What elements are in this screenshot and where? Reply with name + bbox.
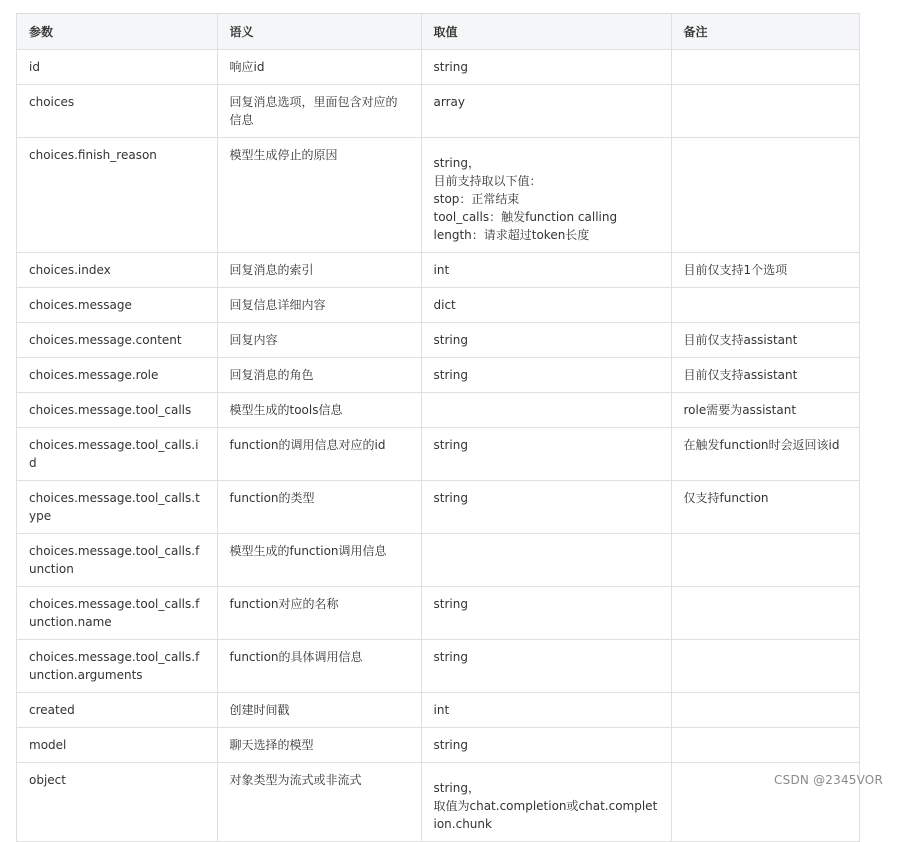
cell-meaning: 回复信息详细内容 — [217, 288, 421, 323]
cell-meaning: function对应的名称 — [217, 587, 421, 640]
table-row — [17, 693, 859, 728]
cell-value: int — [421, 693, 671, 728]
cell-param: choices.message.tool_calls.type — [17, 481, 217, 534]
table-row — [17, 481, 859, 534]
table-row — [17, 728, 859, 763]
header-param: 参数 — [17, 14, 217, 50]
header-meaning: 语义 — [217, 14, 421, 50]
cell-param: model — [17, 728, 217, 763]
cell-value-line: length：请求超过token长度 — [433, 228, 590, 242]
cell-note — [671, 50, 859, 85]
table-row — [17, 358, 859, 393]
cell-value — [421, 393, 671, 428]
cell-value: string — [421, 50, 671, 85]
cell-param: choices — [17, 85, 217, 138]
cell-value: array — [421, 85, 671, 138]
cell-param: id — [17, 50, 217, 85]
cell-value: int — [421, 253, 671, 288]
cell-value: dict — [421, 288, 671, 323]
table-row — [17, 323, 859, 358]
cell-value-line: string， — [433, 156, 480, 170]
cell-param: choices.message.role — [17, 358, 217, 393]
table-row — [17, 253, 859, 288]
cell-value — [421, 534, 671, 587]
table-row — [17, 50, 859, 85]
cell-meaning: 对象类型为流式或非流式 — [217, 763, 421, 842]
cell-note — [671, 587, 859, 640]
cell-note — [671, 138, 859, 253]
cell-note: 目前仅支持assistant — [671, 358, 859, 393]
cell-param: choices.message.tool_calls.function.name — [17, 587, 217, 640]
cell-meaning: 创建时间戳 — [217, 693, 421, 728]
cell-note: 仅支持function — [671, 481, 859, 534]
cell-note: 在触发function时会返回该id — [671, 428, 859, 481]
cell-value: string — [421, 728, 671, 763]
cell-meaning: 回复消息的角色 — [217, 358, 421, 393]
cell-meaning: 回复消息的索引 — [217, 253, 421, 288]
cell-value-line: 取值为chat.completion或chat.completion.chunk — [433, 799, 658, 831]
cell-note: role需要为assistant — [671, 393, 859, 428]
table-row — [17, 138, 859, 253]
table-row — [17, 393, 859, 428]
cell-note — [671, 640, 859, 693]
cell-note — [671, 288, 859, 323]
cell-note — [671, 693, 859, 728]
cell-value-line: 目前支持取以下值： — [433, 174, 542, 188]
cell-note: 目前仅支持assistant — [671, 323, 859, 358]
cell-value-line: stop：正常结束 — [433, 192, 520, 206]
cell-meaning: 回复内容 — [217, 323, 421, 358]
header-note: 备注 — [671, 14, 859, 50]
cell-param: choices.message.content — [17, 323, 217, 358]
header-value: 取值 — [421, 14, 671, 50]
cell-value: string — [421, 587, 671, 640]
cell-meaning: 模型生成的tools信息 — [217, 393, 421, 428]
cell-param: object — [17, 763, 217, 842]
cell-note — [671, 728, 859, 763]
table-row — [17, 428, 859, 481]
table-row — [17, 640, 859, 693]
table-body — [17, 50, 859, 842]
cell-value — [421, 138, 671, 253]
cell-meaning: function的调用信息对应的id — [217, 428, 421, 481]
cell-value: string — [421, 358, 671, 393]
cell-meaning: 模型生成停止的原因 — [217, 138, 421, 253]
cell-meaning: 回复消息选项，里面包含对应的信息 — [217, 85, 421, 138]
cell-meaning: 模型生成的function调用信息 — [217, 534, 421, 587]
cell-param: choices.message.tool_calls — [17, 393, 217, 428]
cell-param: created — [17, 693, 217, 728]
cell-value: string — [421, 323, 671, 358]
table-header-row — [17, 14, 859, 50]
params-table-container — [16, 13, 860, 842]
cell-note — [671, 534, 859, 587]
cell-param: choices.message.tool_calls.function — [17, 534, 217, 587]
cell-meaning: 聊天选择的模型 — [217, 728, 421, 763]
cell-value: string — [421, 481, 671, 534]
cell-meaning: 响应id — [217, 50, 421, 85]
table-row — [17, 85, 859, 138]
csdn-watermark: CSDN @2345VOR — [774, 773, 883, 787]
cell-param: choices.finish_reason — [17, 138, 217, 253]
cell-param: choices.index — [17, 253, 217, 288]
table-row — [17, 763, 859, 842]
table-row — [17, 587, 859, 640]
cell-param: choices.message.tool_calls.id — [17, 428, 217, 481]
cell-note: 目前仅支持1个选项 — [671, 253, 859, 288]
cell-param: choices.message — [17, 288, 217, 323]
cell-value — [421, 763, 671, 842]
cell-value-line: string， — [433, 781, 480, 795]
cell-value: string — [421, 640, 671, 693]
params-table — [17, 14, 859, 842]
table-row — [17, 288, 859, 323]
cell-param: choices.message.tool_calls.function.arguments — [17, 640, 217, 693]
cell-meaning: function的类型 — [217, 481, 421, 534]
cell-value: string — [421, 428, 671, 481]
cell-note — [671, 85, 859, 138]
table-row — [17, 534, 859, 587]
cell-meaning: function的具体调用信息 — [217, 640, 421, 693]
cell-value-line: tool_calls：触发function calling — [433, 210, 618, 224]
